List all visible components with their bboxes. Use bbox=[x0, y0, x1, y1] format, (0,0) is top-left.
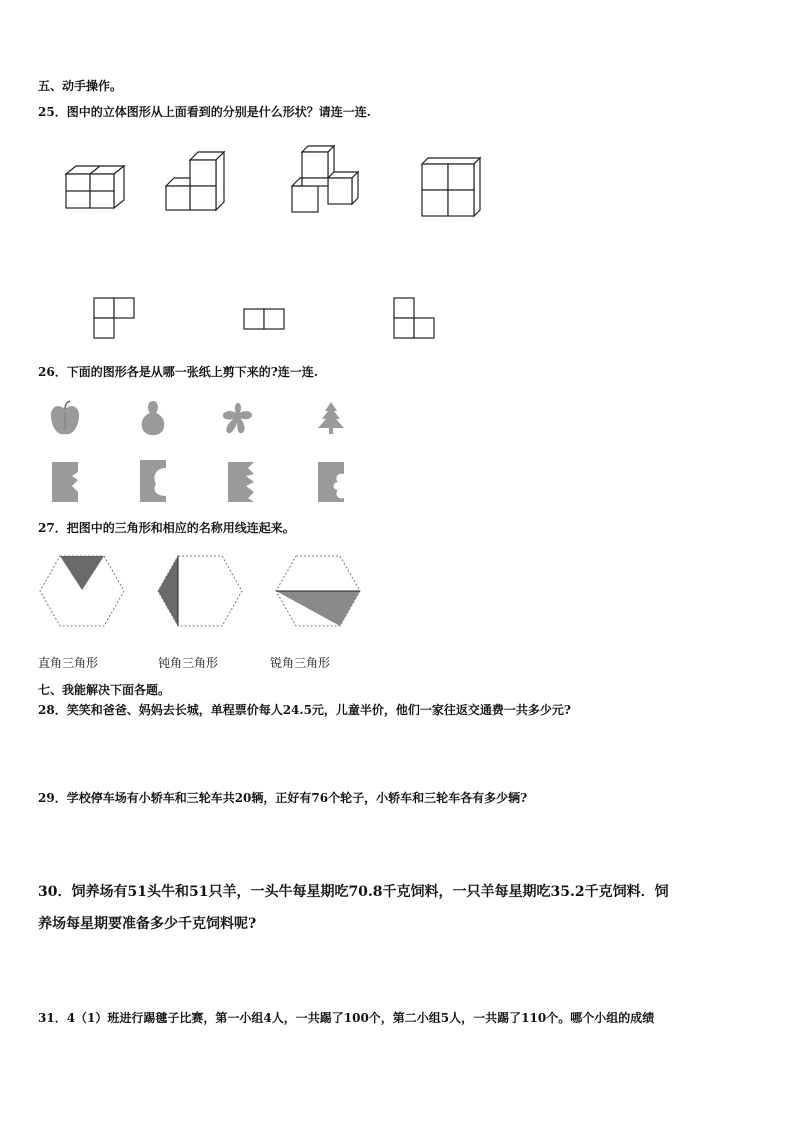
block-solid-1 bbox=[60, 160, 130, 212]
label-obtuse-triangle: 钝角三角形 bbox=[158, 656, 219, 670]
question-25: 25．图中的立体图形从上面看到的分别是什么形状？请连一连. bbox=[38, 105, 371, 119]
question-30-line-1: 30．饲养场有51头牛和51只羊，一头牛每星期吃70.8千克饲料，一只羊每星期吃35.2千克饲料．饲 bbox=[38, 884, 669, 900]
hexagon-right-triangle bbox=[38, 552, 126, 630]
block-solid-2 bbox=[162, 150, 228, 214]
paper-sheet-1 bbox=[50, 460, 82, 504]
label-acute-triangle: 锐角三角形 bbox=[270, 656, 331, 670]
gourd-icon bbox=[136, 398, 170, 438]
paper-sheet-4 bbox=[316, 460, 346, 504]
block-solid-3 bbox=[288, 144, 362, 216]
hexagon-acute-triangle bbox=[274, 552, 362, 630]
top-view-l-shape-alt bbox=[392, 296, 438, 340]
paper-sheet-3 bbox=[226, 460, 256, 504]
question-31: 31．4（1）班进行踢毽子比赛，第一小组4人，一共踢了100个，第二小组5人，一共踢了110个。哪个小组的成绩 bbox=[38, 1011, 655, 1025]
question-30-line-2: 养场每星期要准备多少千克饲料呢? bbox=[38, 916, 257, 932]
apple-icon bbox=[48, 400, 82, 438]
flower-icon bbox=[220, 400, 256, 436]
top-view-two-squares bbox=[242, 307, 288, 331]
question-29: 29．学校停车场有小轿车和三轮车共20辆，正好有76个轮子，小轿车和三轮车各有多少辆? bbox=[38, 791, 528, 805]
question-26: 26．下面的图形各是从哪一张纸上剪下来的?连一连. bbox=[38, 365, 318, 379]
hexagon-obtuse-triangle bbox=[156, 552, 244, 630]
tree-icon bbox=[314, 400, 348, 438]
block-solid-4 bbox=[418, 156, 484, 220]
top-view-l-shape bbox=[92, 296, 138, 340]
label-right-triangle: 直角三角形 bbox=[38, 656, 99, 670]
paper-sheet-2 bbox=[138, 458, 168, 504]
section-title-5: 五、动手操作。 bbox=[38, 79, 123, 93]
question-28: 28．笑笑和爸爸、妈妈去长城，单程票价每人24.5元，儿童半价，他们一家往返交通费一共多少元? bbox=[38, 703, 571, 717]
section-title-7: 七、我能解决下面各题。 bbox=[38, 683, 171, 697]
question-27: 27．把图中的三角形和相应的名称用线连起来。 bbox=[38, 521, 295, 535]
